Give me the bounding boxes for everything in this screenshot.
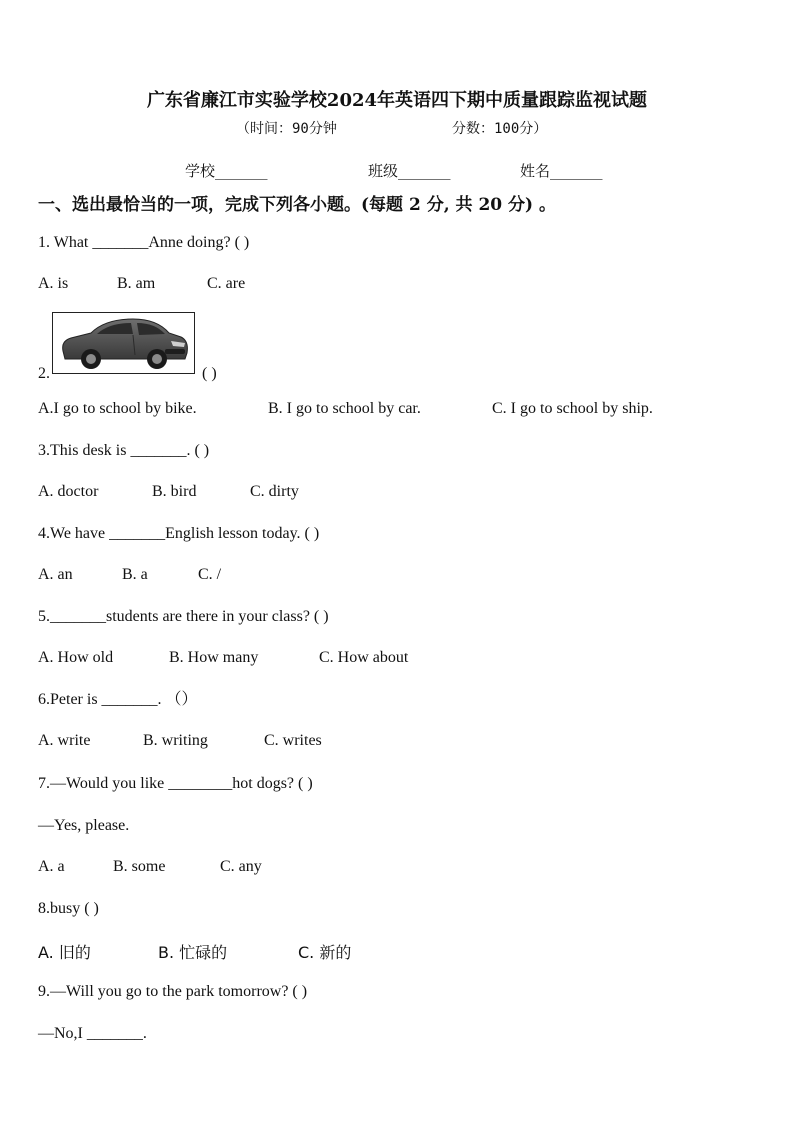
q6-option-a[interactable]: A. write <box>38 732 91 749</box>
question-8: 8.busy ( ) <box>38 900 99 917</box>
q3-option-a[interactable]: A. doctor <box>38 483 99 500</box>
exam-score: 分数：100分） <box>452 121 548 137</box>
q7-option-a[interactable]: A. a <box>38 858 65 875</box>
question-6: 6.Peter is _______. （） <box>38 691 198 708</box>
q8-option-c[interactable]: C. 新的 <box>298 943 352 962</box>
question-2-number: 2. <box>38 365 50 382</box>
q4-option-a[interactable]: A. an <box>38 566 73 583</box>
school-field[interactable]: 学校_______ <box>185 162 268 180</box>
question-7: 7.—Would you like ________hot dogs? ( ) <box>38 775 313 792</box>
q2-option-b[interactable]: B. I go to school by car. <box>268 400 421 417</box>
q5-option-b[interactable]: B. How many <box>169 649 259 666</box>
q5-option-a[interactable]: A. How old <box>38 649 114 666</box>
question-7-reply: —Yes, please. <box>38 817 130 834</box>
q6-option-c[interactable]: C. writes <box>264 732 322 749</box>
q3-option-c[interactable]: C. dirty <box>250 483 299 500</box>
q8-option-b[interactable]: B. 忙碌的 <box>158 943 228 962</box>
q3-option-b[interactable]: B. bird <box>152 483 197 500</box>
section-heading: 一、选出最恰当的一项，完成下列各小题。(每题 2 分, 共 20 分) 。 <box>38 195 557 215</box>
question-1: 1. What _______Anne doing? ( ) <box>38 234 250 251</box>
question-2-blank: ( ) <box>202 365 217 382</box>
car-image <box>52 312 195 374</box>
q4-option-b[interactable]: B. a <box>122 566 148 583</box>
name-field[interactable]: 姓名_______ <box>520 162 603 180</box>
q5-option-c[interactable]: C. How about <box>319 649 409 666</box>
q8-option-a[interactable]: A. 旧的 <box>38 943 91 962</box>
q6-option-b[interactable]: B. writing <box>143 732 208 749</box>
question-5: 5._______students are there in your class? ( ) <box>38 608 329 625</box>
q4-option-c[interactable]: C. / <box>198 566 222 583</box>
car-icon <box>53 313 194 373</box>
q1-option-c[interactable]: C. are <box>207 275 246 292</box>
q1-option-b[interactable]: B. am <box>117 275 156 292</box>
question-3: 3.This desk is _______. ( ) <box>38 442 210 459</box>
q7-option-b[interactable]: B. some <box>113 858 166 875</box>
q1-option-a[interactable]: A. is <box>38 275 69 292</box>
question-4: 4.We have _______English lesson today. ( ) <box>38 525 320 542</box>
q2-option-a[interactable]: A.I go to school by bike. <box>38 400 197 417</box>
class-field[interactable]: 班级_______ <box>368 162 451 180</box>
question-9: 9.—Will you go to the park tomorrow? ( ) <box>38 983 308 1000</box>
exam-time: （时间：90分钟 <box>236 121 337 137</box>
page-title: 广东省廉江市实验学校2024年英语四下期中质量跟踪监视试题 <box>146 90 648 111</box>
question-9-reply: —No,I _______. <box>38 1025 147 1042</box>
q2-option-c[interactable]: C. I go to school by ship. <box>492 400 653 417</box>
q7-option-c[interactable]: C. any <box>220 858 262 875</box>
